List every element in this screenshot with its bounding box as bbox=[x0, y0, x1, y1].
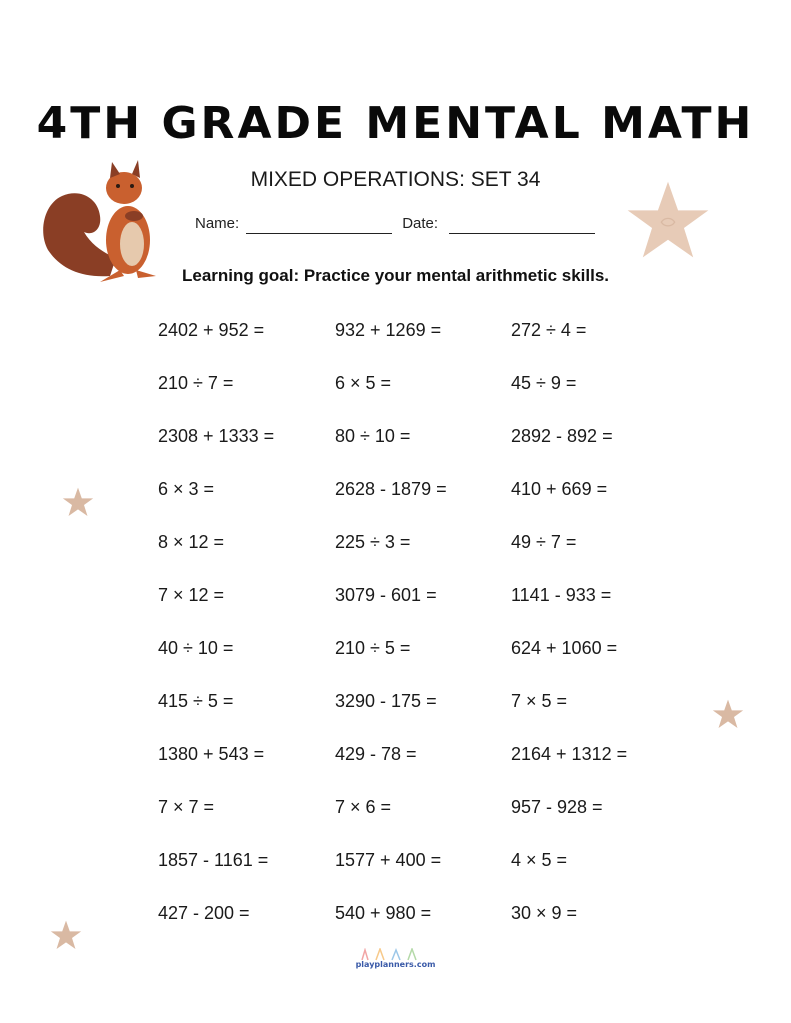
squirrel-foot bbox=[136, 270, 156, 278]
math-problem: 3079 - 601 = bbox=[335, 585, 437, 605]
worksheet-title: 4TH GRADE MENTAL MATH bbox=[36, 98, 755, 149]
math-problem: 2308 + 1333 = bbox=[158, 426, 275, 446]
math-problem: 2164 + 1312 = bbox=[511, 744, 628, 764]
date-label: Date: bbox=[402, 215, 439, 232]
math-problem: 2402 + 952 = bbox=[158, 320, 265, 340]
math-problem: 3290 - 175 = bbox=[335, 691, 437, 711]
math-problem: 957 - 928 = bbox=[511, 797, 603, 817]
math-problem: 7 × 12 = bbox=[158, 585, 225, 605]
math-problem: 272 ÷ 4 = bbox=[511, 320, 587, 340]
worksheet-subtitle: MIXED OPERATIONS: SET 34 bbox=[250, 168, 541, 191]
squirrel-tail bbox=[43, 193, 116, 276]
math-problem: 210 ÷ 7 = bbox=[158, 373, 234, 393]
name-line[interactable] bbox=[246, 216, 392, 234]
math-problem: 1141 - 933 = bbox=[511, 585, 612, 605]
math-problem: 1577 + 400 = bbox=[335, 850, 442, 870]
footer-logo bbox=[0, 954, 791, 969]
squirrel-belly bbox=[120, 222, 144, 266]
math-problem: 7 × 5 = bbox=[511, 691, 568, 711]
math-problem: 45 ÷ 9 = bbox=[511, 373, 577, 393]
squirrel-paws bbox=[125, 211, 143, 221]
star-icon bbox=[62, 487, 94, 517]
math-problem: 40 ÷ 10 = bbox=[158, 638, 234, 658]
name-date-row bbox=[195, 214, 595, 234]
squirrel-eye bbox=[130, 184, 134, 188]
footer-logo-text: playplanners.com bbox=[355, 960, 436, 969]
math-problem: 932 + 1269 = bbox=[335, 320, 442, 340]
star-icon bbox=[712, 699, 744, 729]
name-label: Name: bbox=[195, 215, 240, 232]
date-line[interactable] bbox=[449, 216, 595, 234]
math-problem: 429 - 78 = bbox=[335, 744, 417, 764]
math-problem: 8 × 12 = bbox=[158, 532, 225, 552]
math-problem: 6 × 3 = bbox=[158, 479, 215, 499]
logo-sparkle-icon bbox=[356, 948, 426, 962]
math-problem: 225 ÷ 3 = bbox=[335, 532, 411, 552]
math-problem: 7 × 6 = bbox=[335, 797, 392, 817]
learning-goal: Learning goal: Practice your mental arithmetic skills. bbox=[181, 266, 610, 285]
squirrel-eye bbox=[116, 184, 120, 188]
math-problem: 1857 - 1161 = bbox=[158, 850, 269, 870]
math-problem: 1380 + 543 = bbox=[158, 744, 265, 764]
math-problem: 2628 - 1879 = bbox=[335, 479, 447, 499]
squirrel-illustration bbox=[40, 158, 164, 286]
math-problem: 624 + 1060 = bbox=[511, 638, 618, 658]
math-problem: 6 × 5 = bbox=[335, 373, 392, 393]
star-icon bbox=[50, 920, 82, 950]
math-problem: 4 × 5 = bbox=[511, 850, 568, 870]
math-problem: 415 ÷ 5 = bbox=[158, 691, 234, 711]
math-problem: 2892 - 892 = bbox=[511, 426, 613, 446]
math-problem: 49 ÷ 7 = bbox=[511, 532, 577, 552]
star-icon bbox=[626, 180, 710, 260]
problem-grid bbox=[158, 316, 671, 952]
math-problem: 80 ÷ 10 = bbox=[335, 426, 411, 446]
math-problem: 210 ÷ 5 = bbox=[335, 638, 411, 658]
math-problem: 540 + 980 = bbox=[335, 903, 432, 923]
math-problem: 427 - 200 = bbox=[158, 903, 250, 923]
math-problem: 410 + 669 = bbox=[511, 479, 608, 499]
math-problem: 7 × 7 = bbox=[158, 797, 215, 817]
math-problem: 30 × 9 = bbox=[511, 903, 578, 923]
